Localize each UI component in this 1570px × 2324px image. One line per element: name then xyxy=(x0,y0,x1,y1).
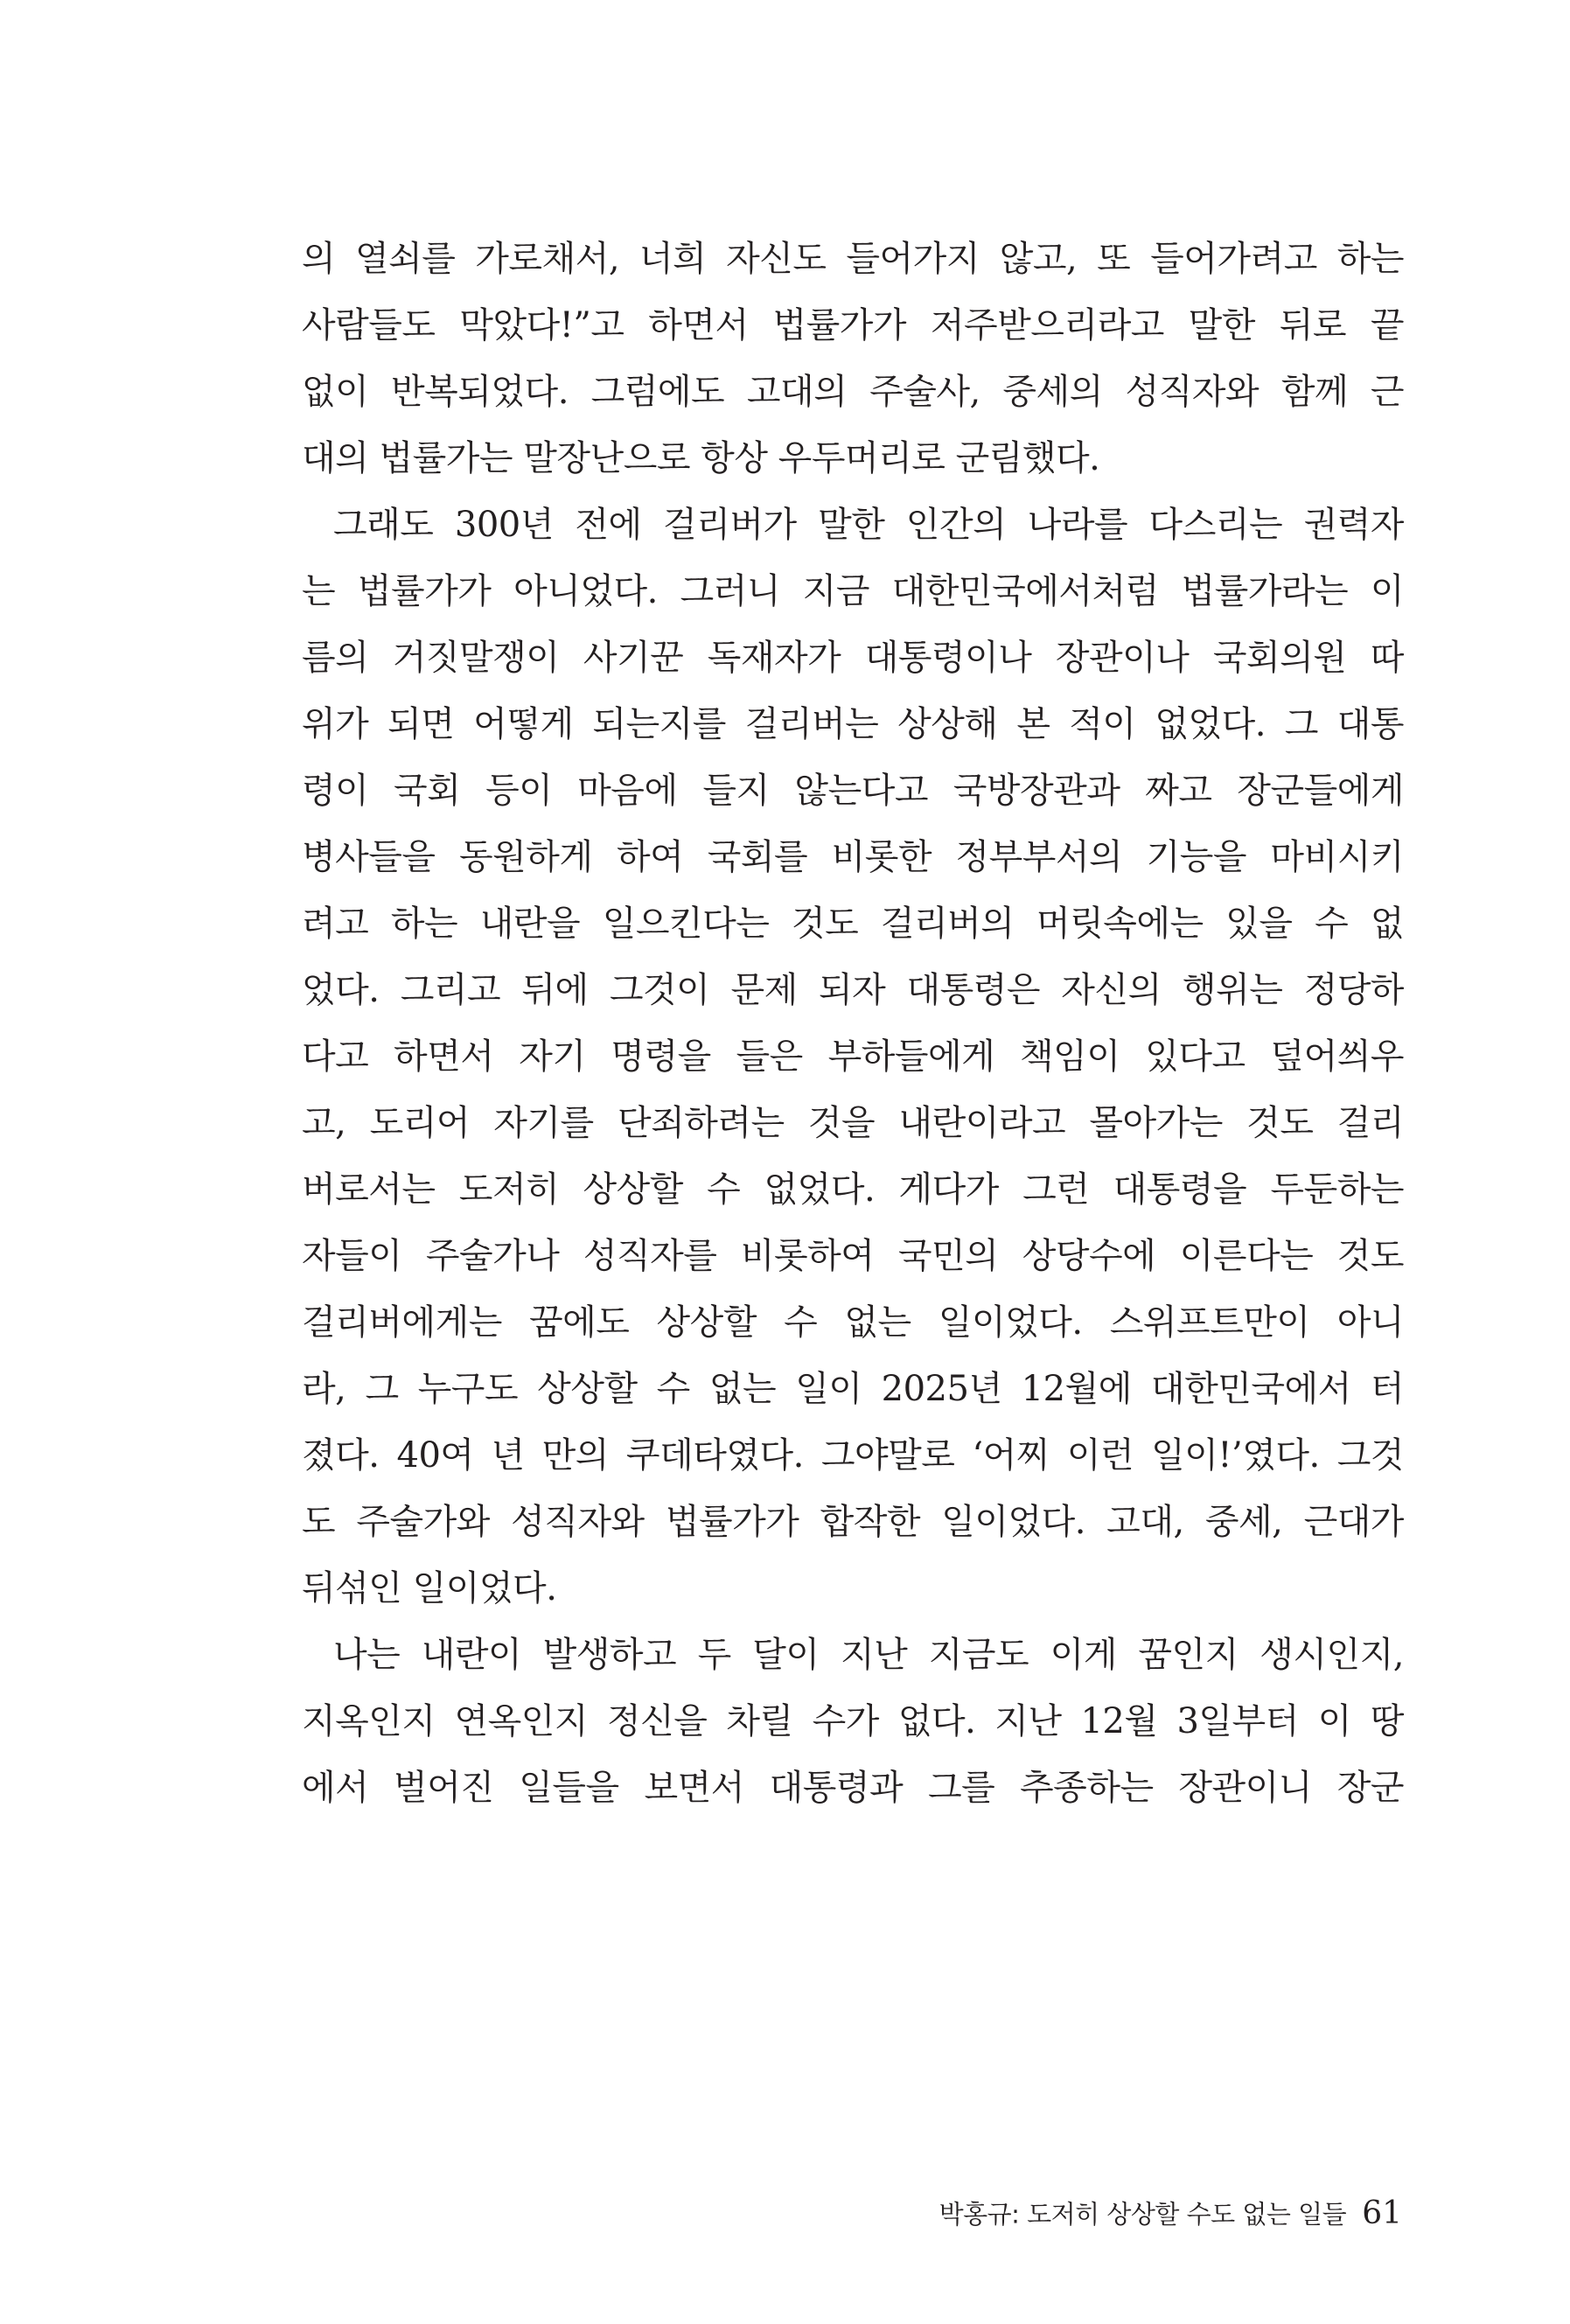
text-line: 사람들도 막았다!”고 하면서 법률가가 저주받으리라고 말한 뒤로 끝 xyxy=(302,305,1404,345)
body-text xyxy=(302,226,1404,1821)
text-line: 었다. 그리고 뒤에 그것이 문제 되자 대통령은 자신의 행위는 정당하 xyxy=(302,970,1404,1010)
text-line: 버로서는 도저히 상상할 수 없었다. 게다가 그런 대통령을 두둔하는 xyxy=(302,1169,1404,1210)
text-line: 고, 도리어 자기를 단죄하려는 것을 내란이라고 몰아가는 것도 걸리 xyxy=(302,1103,1404,1143)
text-line: 없이 반복되었다. 그럼에도 고대의 주술사, 중세의 성직자와 함께 근 xyxy=(302,372,1404,412)
text-line: 걸리버에게는 꿈에도 상상할 수 없는 일이었다. 스위프트만이 아니 xyxy=(302,1302,1404,1343)
text-line: 다고 하면서 자기 명령을 들은 부하들에게 책임이 있다고 덮어씌우 xyxy=(302,1036,1404,1077)
text-line: 지옥인지 연옥인지 정신을 차릴 수가 없다. 지난 12월 3일부터 이 땅 xyxy=(302,1701,1404,1741)
text-line: 름의 거짓말쟁이 사기꾼 독재자가 대통령이나 장관이나 국회의원 따 xyxy=(302,638,1404,678)
text-line: 자들이 주술가나 성직자를 비롯하여 국민의 상당수에 이른다는 것도 xyxy=(302,1236,1404,1276)
text-line: 대의 법률가는 말장난으로 항상 우두머리로 군림했다. xyxy=(302,438,1100,478)
text-line: 위가 되면 어떻게 되는지를 걸리버는 상상해 본 적이 없었다. 그 대통 xyxy=(302,704,1404,744)
page-number: 61 xyxy=(1362,2195,1402,2232)
text-line: 려고 하는 내란을 일으킨다는 것도 걸리버의 머릿속에는 있을 수 없 xyxy=(302,904,1404,944)
text-line: 졌다. 40여 년 만의 쿠데타였다. 그야말로 ‘어찌 이런 일이!’였다. 그것 xyxy=(302,1435,1404,1476)
page-footer xyxy=(939,2191,1402,2237)
text-line: 뒤섞인 일이었다. xyxy=(302,1568,557,1609)
text-line: 병사들을 동원하게 하여 국회를 비롯한 정부부서의 기능을 마비시키 xyxy=(302,837,1404,877)
text-line: 령이 국회 등이 마음에 들지 않는다고 국방장관과 짜고 장군들에게 xyxy=(302,771,1404,811)
text-line: 나는 내란이 발생하고 두 달이 지난 지금도 이게 꿈인지 생시인지, xyxy=(333,1635,1404,1675)
text-line: 도 주술가와 성직자와 법률가가 합작한 일이었다. 고대, 중세, 근대가 xyxy=(302,1502,1404,1542)
text-line: 의 열쇠를 가로채서, 너희 자신도 들어가지 않고, 또 들어가려고 하는 xyxy=(302,239,1404,279)
text-line: 그래도 300년 전에 걸리버가 말한 인간의 나라를 다스리는 권력자 xyxy=(333,505,1404,545)
text-line: 는 법률가가 아니었다. 그러니 지금 대한민국에서처럼 법률가라는 이 xyxy=(302,571,1404,611)
text-line: 라, 그 누구도 상상할 수 없는 일이 2025년 12월에 대한민국에서 터 xyxy=(302,1369,1404,1409)
text-line: 에서 벌어진 일들을 보면서 대통령과 그를 추종하는 장관이니 장군 xyxy=(302,1768,1404,1808)
running-head: 박홍규: 도저히 상상할 수도 없는 일들 xyxy=(939,2199,1347,2230)
